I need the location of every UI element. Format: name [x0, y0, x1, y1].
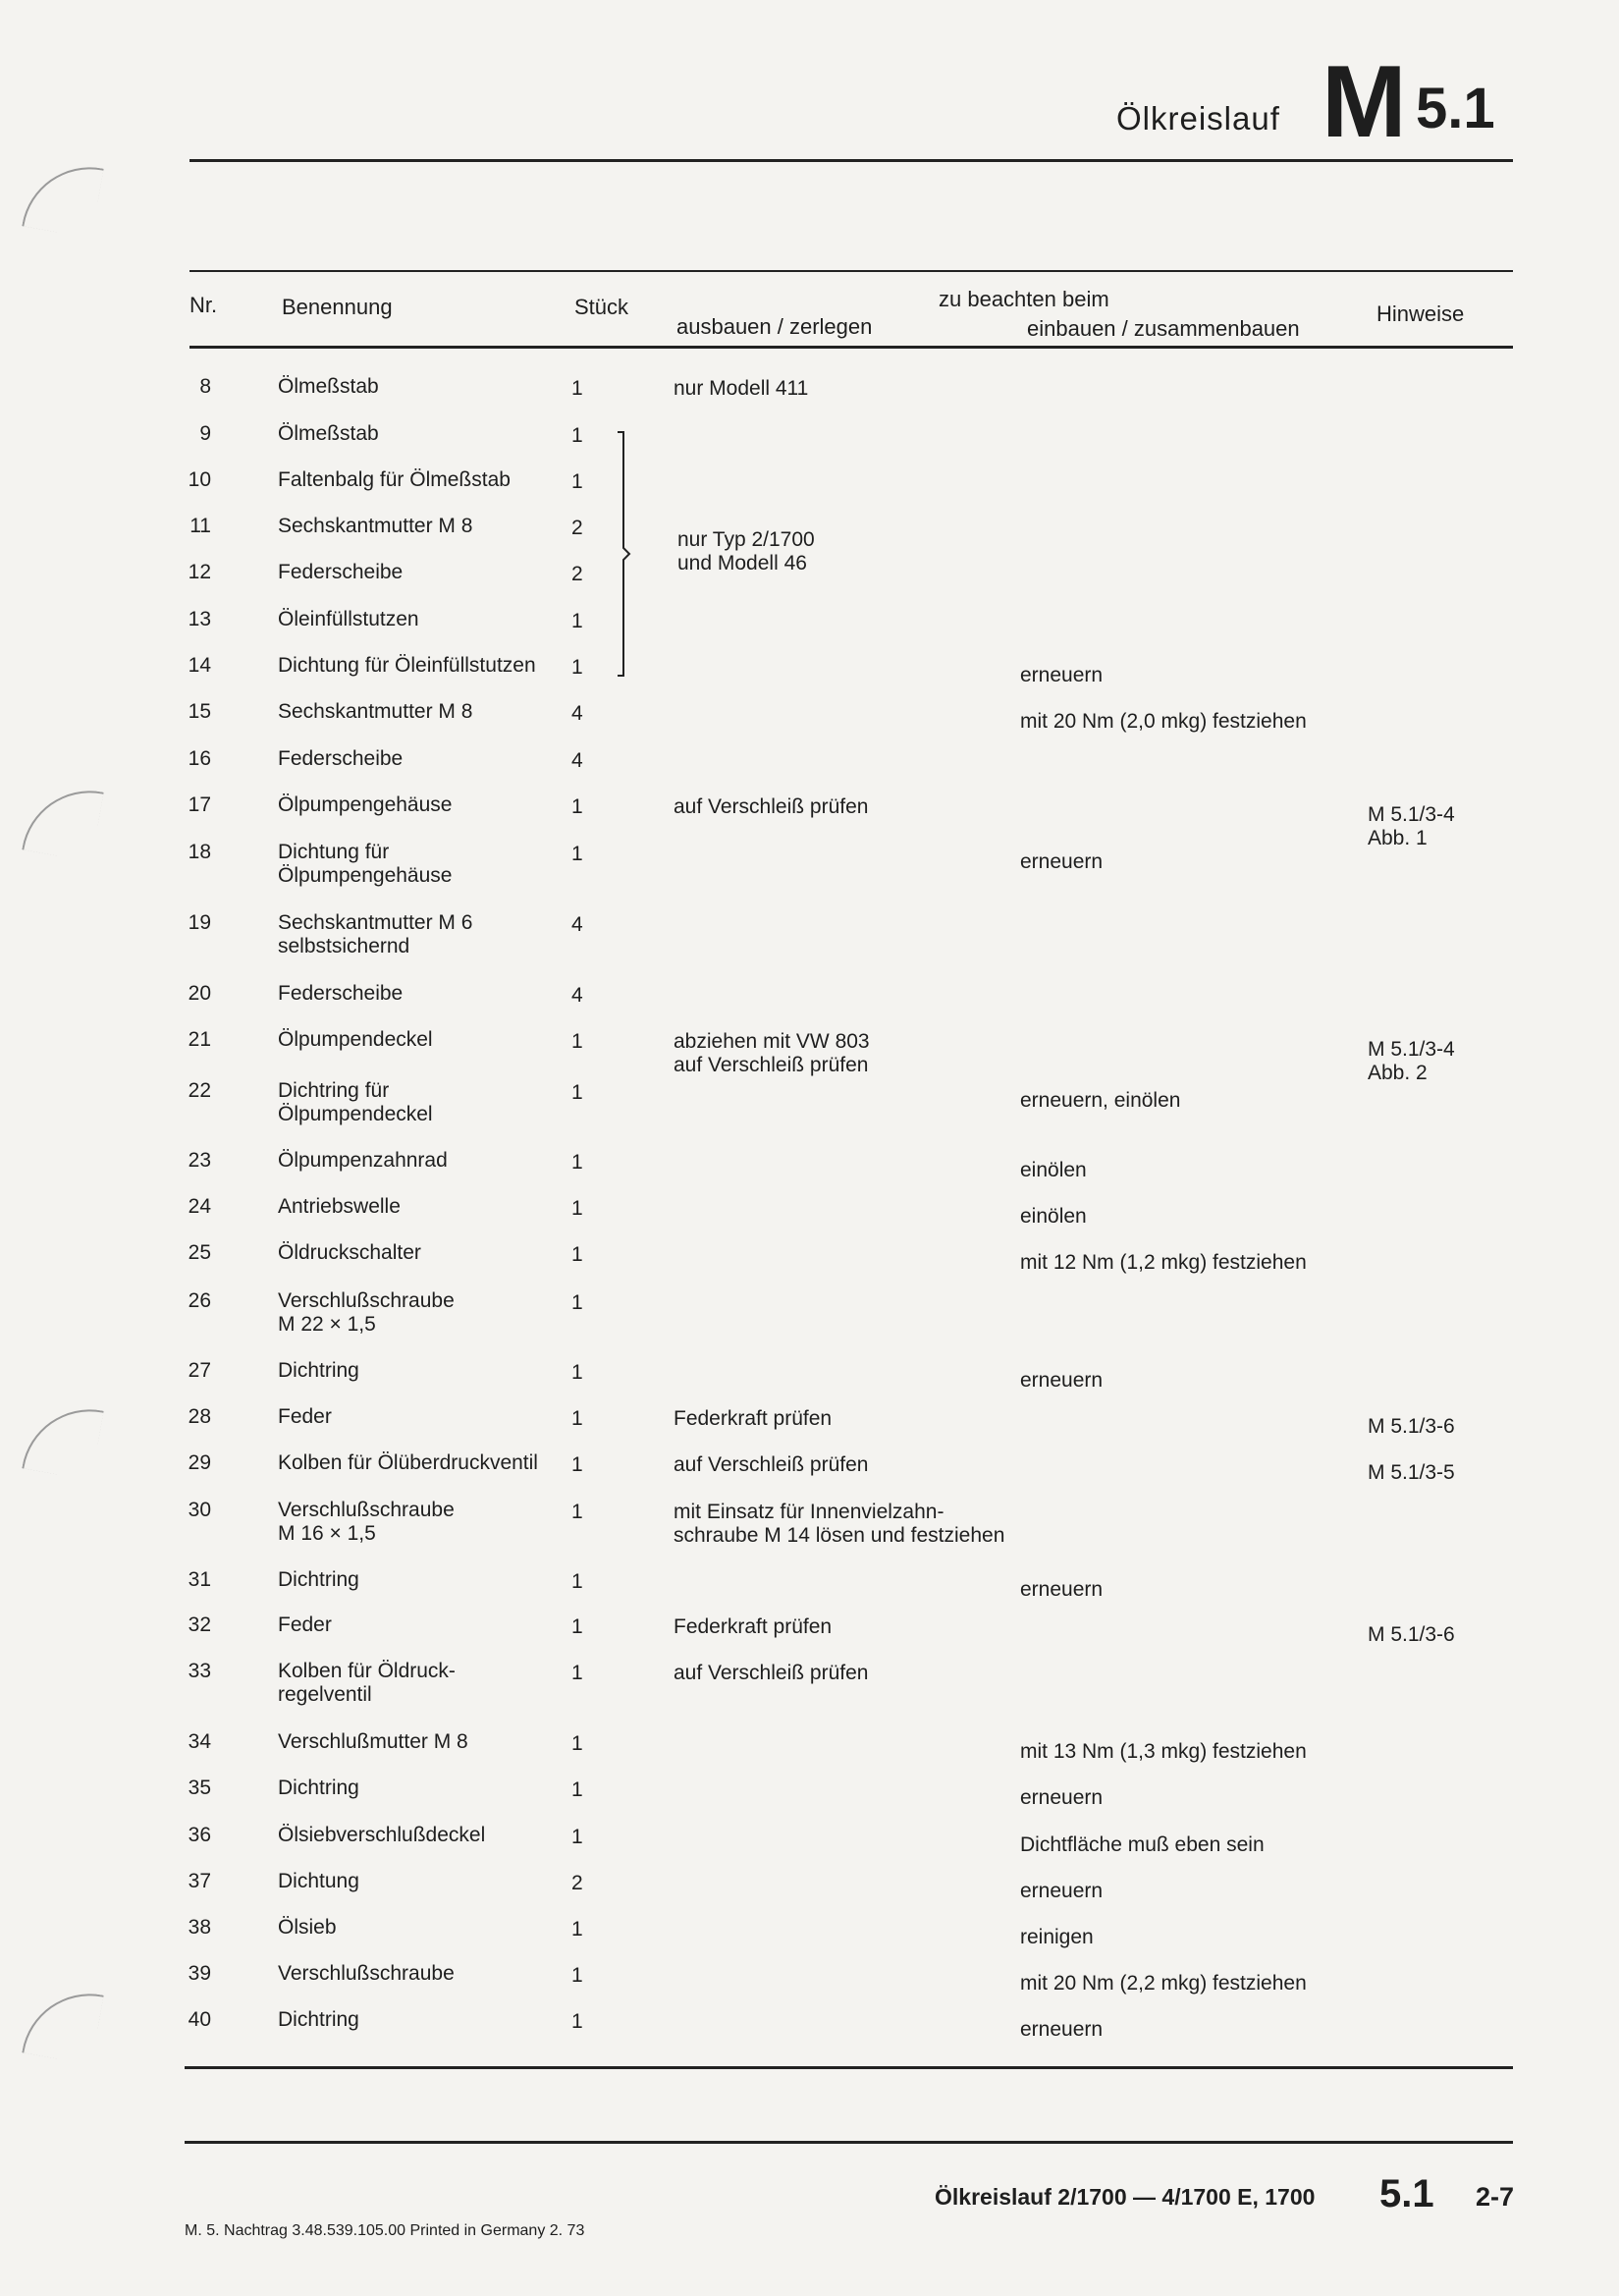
- cell-name: Verschlußschraube M 22 × 1,5: [278, 1289, 455, 1336]
- cell-nr: 8: [199, 375, 211, 398]
- cell-name: Federscheibe: [278, 561, 404, 583]
- cell-name: Feder: [278, 1405, 332, 1428]
- cell-name: Dichtung: [278, 1870, 359, 1892]
- cell-install: mit 20 Nm (2,2 mkg) festziehen: [1020, 1972, 1307, 1995]
- cell-nr: 9: [199, 422, 211, 445]
- cell-notes: M 5.1/3-4 Abb. 1: [1368, 803, 1455, 849]
- cell-qty: 1: [571, 1243, 583, 1266]
- cell-nr: 13: [188, 608, 211, 630]
- cell-nr: 16: [188, 747, 211, 770]
- cell-name: Sechskantmutter M 8: [278, 515, 473, 537]
- cell-name: Ölpumpengehäuse: [278, 793, 453, 816]
- cell-name: Kolben für Öldruck- regelventil: [278, 1660, 456, 1706]
- cell-qty: 1: [571, 795, 583, 818]
- cell-notes: M 5.1/3-5: [1368, 1461, 1455, 1484]
- cell-qty: 2: [571, 563, 583, 585]
- cell-name: Sechskantmutter M 6 selbstsichernd: [278, 911, 473, 957]
- cell-remove: auf Verschleiß prüfen: [674, 1662, 869, 1684]
- cell-qty: 1: [571, 1407, 583, 1430]
- bracket: [615, 430, 634, 678]
- cell-qty: 2: [571, 1872, 583, 1894]
- cell-name: Dichtring für Ölpumpendeckel: [278, 1079, 433, 1125]
- cell-qty: 1: [571, 1778, 583, 1801]
- cell-qty: 1: [571, 1662, 583, 1684]
- cell-nr: 20: [188, 982, 211, 1005]
- cell-install: erneuern: [1020, 1578, 1104, 1601]
- column-header-qty: Stück: [574, 295, 629, 319]
- cell-name: Ölpumpenzahnrad: [278, 1149, 448, 1172]
- cell-name: Kolben für Ölüberdruckventil: [278, 1451, 538, 1474]
- cell-qty: 1: [571, 1826, 583, 1848]
- cell-qty: 1: [571, 656, 583, 679]
- cell-name: Öldruckschalter: [278, 1241, 421, 1264]
- cell-nr: 30: [188, 1499, 211, 1521]
- cell-install: mit 12 Nm (1,2 mkg) festziehen: [1020, 1251, 1307, 1274]
- cell-name: Faltenbalg für Ölmeßstab: [278, 468, 511, 491]
- cell-qty: 1: [571, 1453, 583, 1476]
- cell-remove: nur Modell 411: [674, 377, 809, 400]
- cell-qty: 1: [571, 377, 583, 400]
- cell-nr: 35: [188, 1777, 211, 1799]
- section-number: 5.1: [1416, 77, 1495, 140]
- footer-page-number: 2-7: [1476, 2182, 1515, 2212]
- cell-install: mit 13 Nm (1,3 mkg) festziehen: [1020, 1740, 1307, 1763]
- cell-name: Dichtring: [278, 2008, 359, 2031]
- page-title: Ölkreislauf: [1116, 100, 1280, 137]
- cell-nr: 38: [188, 1916, 211, 1939]
- cell-install: reinigen: [1020, 1926, 1094, 1948]
- column-header-notes: Hinweise: [1376, 301, 1465, 326]
- cell-nr: 33: [188, 1660, 211, 1682]
- punch-hole-mark: [22, 156, 103, 238]
- cell-nr: 28: [188, 1405, 211, 1428]
- cell-name: Ölmeßstab: [278, 375, 379, 398]
- cell-nr: 39: [188, 1962, 211, 1985]
- cell-nr: 12: [188, 561, 211, 583]
- cell-name: Verschlußschraube: [278, 1962, 455, 1985]
- cell-qty: 4: [571, 702, 583, 725]
- cell-name: Ölsieb: [278, 1916, 337, 1939]
- cell-qty: 1: [571, 424, 583, 447]
- cell-nr: 25: [188, 1241, 211, 1264]
- cell-qty: 1: [571, 1501, 583, 1523]
- cell-nr: 22: [188, 1079, 211, 1102]
- cell-qty: 1: [571, 1570, 583, 1593]
- cell-qty: 4: [571, 749, 583, 772]
- column-header-group: zu beachten beim: [939, 287, 1109, 311]
- cell-notes: M 5.1/3-6: [1368, 1415, 1455, 1438]
- cell-nr: 14: [188, 654, 211, 677]
- cell-nr: 21: [188, 1028, 211, 1051]
- cell-name: Öleinfüllstutzen: [278, 608, 419, 630]
- cell-nr: 29: [188, 1451, 211, 1474]
- cell-nr: 11: [189, 515, 211, 537]
- bracket-note: nur Typ 2/1700 und Modell 46: [677, 528, 815, 574]
- footer-rule: [185, 2141, 1513, 2144]
- print-info: M. 5. Nachtrag 3.48.539.105.00 Printed in Germany 2. 73: [185, 2222, 585, 2239]
- cell-name: Ölpumpendeckel: [278, 1028, 433, 1051]
- cell-install: erneuern: [1020, 1880, 1104, 1902]
- header-rule: [189, 159, 1513, 162]
- cell-nr: 36: [188, 1824, 211, 1846]
- table-top-rule: [189, 270, 1513, 272]
- cell-nr: 10: [188, 468, 211, 491]
- column-header-nr: Nr.: [189, 293, 218, 317]
- punch-hole-mark: [22, 1398, 103, 1480]
- cell-qty: 2: [571, 517, 583, 539]
- column-header-name: Benennung: [282, 295, 393, 319]
- table-bottom-rule: [185, 2066, 1513, 2069]
- cell-nr: 18: [188, 841, 211, 863]
- cell-qty: 1: [571, 843, 583, 865]
- cell-qty: 1: [571, 1361, 583, 1384]
- cell-nr: 32: [188, 1613, 211, 1636]
- cell-name: Dichtring: [278, 1359, 359, 1382]
- cell-qty: 1: [571, 1151, 583, 1174]
- cell-remove: auf Verschleiß prüfen: [674, 795, 869, 818]
- cell-nr: 40: [188, 2008, 211, 2031]
- cell-qty: 1: [571, 2010, 583, 2033]
- cell-qty: 1: [571, 470, 583, 493]
- cell-name: Verschlußmutter M 8: [278, 1730, 468, 1753]
- cell-nr: 27: [188, 1359, 211, 1382]
- cell-nr: 31: [188, 1568, 211, 1591]
- cell-notes: M 5.1/3-6: [1368, 1623, 1455, 1646]
- cell-install: erneuern: [1020, 664, 1104, 686]
- cell-name: Sechskantmutter M 8: [278, 700, 473, 723]
- cell-qty: 1: [571, 1615, 583, 1638]
- cell-remove: abziehen mit VW 803 auf Verschleiß prüfen: [674, 1030, 870, 1076]
- cell-name: Ölsiebverschlußdeckel: [278, 1824, 486, 1846]
- cell-nr: 37: [188, 1870, 211, 1892]
- header-bottom-rule: [189, 346, 1513, 349]
- cell-qty: 1: [571, 1732, 583, 1755]
- punch-hole-mark: [22, 780, 103, 861]
- cell-install: erneuern: [1020, 1786, 1104, 1809]
- cell-name: Dichtring: [278, 1568, 359, 1591]
- cell-name: Dichtung für Öleinfüllstutzen: [278, 654, 536, 677]
- cell-nr: 24: [188, 1195, 211, 1218]
- cell-install: erneuern, einölen: [1020, 1089, 1181, 1112]
- cell-nr: 15: [188, 700, 211, 723]
- cell-notes: M 5.1/3-4 Abb. 2: [1368, 1038, 1455, 1084]
- cell-qty: 1: [571, 610, 583, 632]
- cell-nr: 19: [188, 911, 211, 934]
- cell-install: erneuern: [1020, 2018, 1104, 2041]
- cell-qty: 4: [571, 913, 583, 936]
- footer-title: Ölkreislauf 2/1700 — 4/1700 E, 1700: [935, 2184, 1316, 2210]
- cell-nr: 23: [188, 1149, 211, 1172]
- cell-remove: Federkraft prüfen: [674, 1407, 833, 1430]
- cell-remove: auf Verschleiß prüfen: [674, 1453, 869, 1476]
- cell-qty: 1: [571, 1030, 583, 1053]
- cell-name: Antriebswelle: [278, 1195, 401, 1218]
- cell-qty: 1: [571, 1197, 583, 1220]
- cell-qty: 1: [571, 1081, 583, 1104]
- cell-install: erneuern: [1020, 1369, 1104, 1392]
- cell-qty: 1: [571, 1291, 583, 1314]
- cell-install: erneuern: [1020, 850, 1104, 873]
- cell-name: Verschlußschraube M 16 × 1,5: [278, 1499, 455, 1545]
- cell-nr: 17: [188, 793, 211, 816]
- section-letter: M: [1322, 45, 1405, 159]
- cell-name: Dichtung für Ölpumpengehäuse: [278, 841, 453, 887]
- cell-name: Ölmeßstab: [278, 422, 379, 445]
- cell-remove: mit Einsatz für Innenvielzahn- schraube M 14 lösen und festziehen: [674, 1501, 1005, 1547]
- cell-qty: 1: [571, 1918, 583, 1941]
- cell-nr: 26: [188, 1289, 211, 1312]
- cell-name: Federscheibe: [278, 747, 404, 770]
- cell-qty: 4: [571, 984, 583, 1007]
- column-header-remove: ausbauen / zerlegen: [676, 314, 873, 339]
- cell-install: einölen: [1020, 1159, 1087, 1181]
- cell-qty: 1: [571, 1964, 583, 1987]
- cell-name: Dichtring: [278, 1777, 359, 1799]
- cell-install: mit 20 Nm (2,0 mkg) festziehen: [1020, 710, 1307, 733]
- cell-install: einölen: [1020, 1205, 1087, 1228]
- cell-name: Feder: [278, 1613, 332, 1636]
- footer-section: 5.1: [1379, 2172, 1434, 2215]
- punch-hole-mark: [22, 1983, 103, 2064]
- cell-remove: Federkraft prüfen: [674, 1615, 833, 1638]
- column-header-install: einbauen / zusammenbauen: [1027, 316, 1300, 341]
- cell-install: Dichtfläche muß eben sein: [1020, 1833, 1265, 1856]
- cell-nr: 34: [188, 1730, 211, 1753]
- cell-name: Federscheibe: [278, 982, 404, 1005]
